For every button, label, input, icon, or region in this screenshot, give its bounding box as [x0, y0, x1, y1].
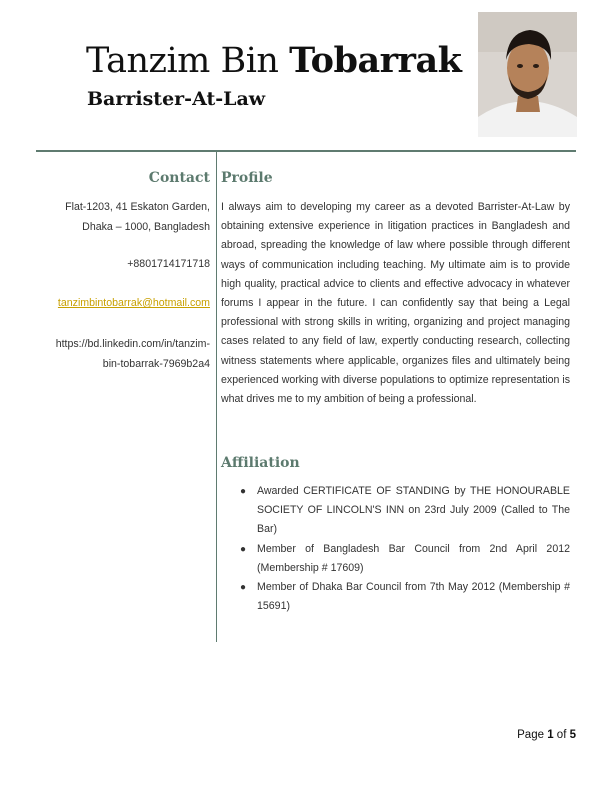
bullet-icon: ●	[240, 543, 247, 555]
profile-photo	[478, 12, 577, 137]
affiliation-item-text: Awarded CERTIFICATE OF STANDING by THE HONOURABLE SOCIETY OF LINCOLN'S INN on 23rd July 2009 (Called to The Bar)	[257, 485, 570, 536]
affiliation-item	[221, 578, 570, 616]
contact-email	[40, 294, 210, 314]
linkedin-line: bin-tobarrak-7969b2a4	[102, 357, 210, 370]
bullet-icon: ●	[240, 582, 247, 594]
bullet-icon: ●	[240, 486, 247, 497]
profile-text: I always aim to developing my career as a devoted Barrister-At-Law by obtaining extensive experience in litigation practices in Bangladesh and abroad, spreading the knowledge of law where possible through different ways of communication including teaching. My ultimate aim is to provide high quality, practical advice to clients and effective advocacy in whatever forums I appear in the future. I can confidently say that being a Legal professional with strong skills in writing, organizing and project managing cases related to any field of law, expertly conducting research, collecting witness statements where applicable, organizes files and ultimately being experienced working with diverse populations to optimize representation is what drives me to my ambition of being a professional.	[221, 201, 570, 406]
linkedin-line: https://bd.linkedin.com/in/tanzim-	[55, 338, 210, 350]
affiliation-item-text: Member of Dhaka Bar Council from 7th May 2012 (Membership # 15691)	[257, 581, 570, 613]
affiliation-heading: Affiliation	[221, 455, 300, 471]
current-page: 1	[547, 729, 554, 741]
page-number	[517, 729, 576, 741]
affiliation-item-text: Member of Bangladesh Bar Council from 2nd April 2012 (Membership # 17609)	[257, 542, 570, 574]
email-link[interactable]: tanzimbintobarrak@hotmail.com	[57, 297, 210, 309]
affiliation-list	[221, 482, 570, 616]
contact-phone: +8801714171718	[127, 258, 210, 270]
of-label: of	[556, 729, 567, 741]
professional-title: Barrister-At-Law	[87, 88, 266, 110]
contact-heading: Contact	[148, 170, 210, 186]
name-last: Tobarrak	[289, 40, 462, 81]
name-first: Tanzim Bin	[86, 41, 279, 81]
contact-address	[40, 198, 210, 237]
affiliation-item	[221, 540, 570, 578]
contact-linkedin	[40, 335, 210, 374]
address-line: Dhaka – 1000, Bangladesh	[82, 220, 210, 233]
column-divider	[216, 150, 217, 642]
profile-heading: Profile	[221, 170, 273, 186]
page-label: Page	[517, 729, 544, 741]
total-pages: 5	[569, 729, 576, 741]
address-line: Flat-1203, 41 Eskaton Garden,	[65, 201, 210, 213]
affiliation-item	[221, 482, 570, 540]
candidate-name	[86, 40, 461, 81]
header-divider	[36, 150, 576, 152]
